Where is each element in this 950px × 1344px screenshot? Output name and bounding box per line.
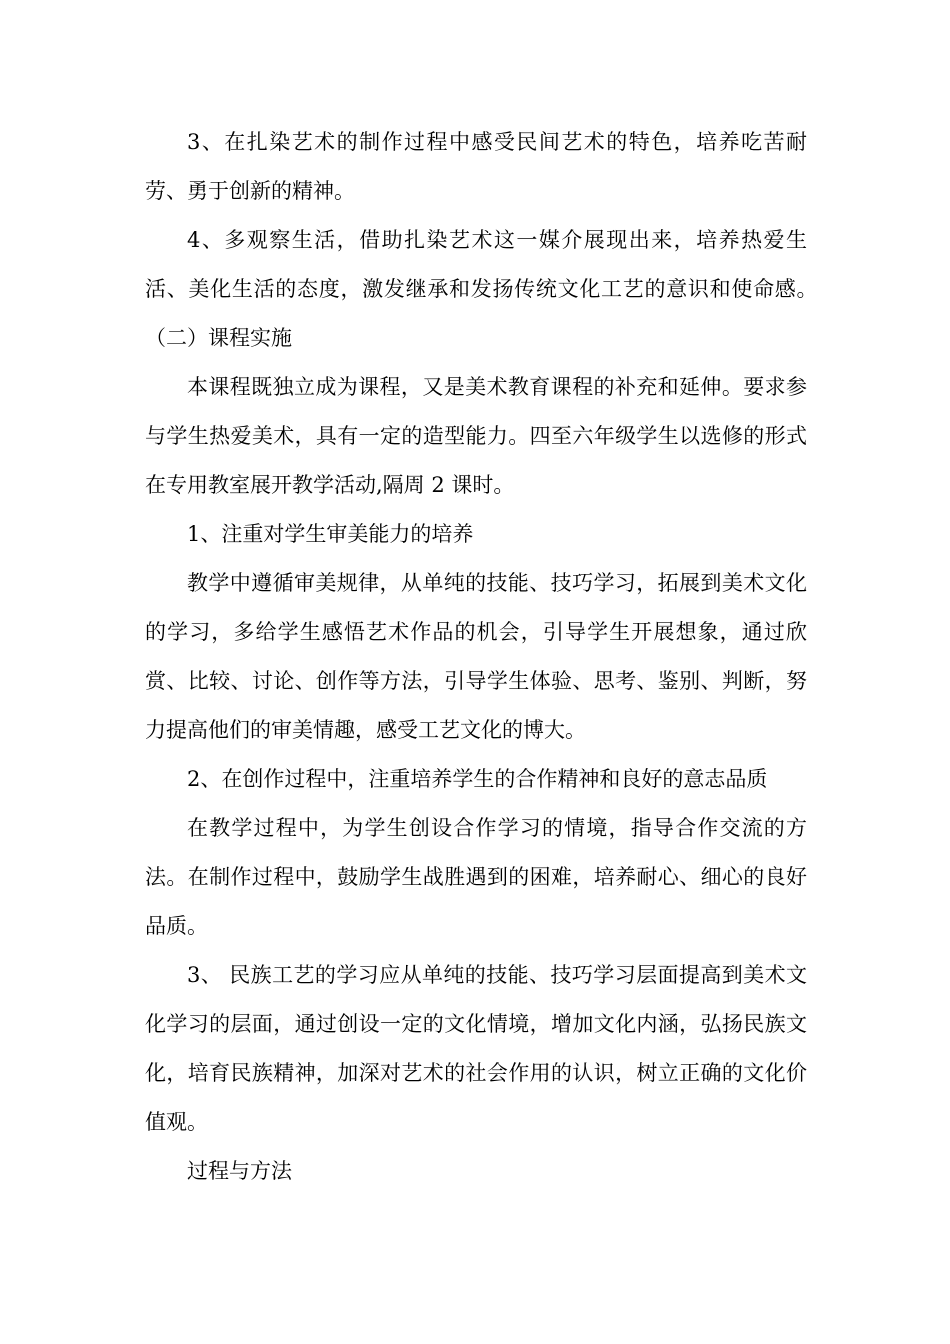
heading-cooperation-spirit: 2、在创作过程中，注重培养学生的合作精神和良好的意志品质 xyxy=(187,767,768,791)
heading-process-and-method: 过程与方法 xyxy=(187,1159,292,1183)
paragraph-implementation-intro: 本课程既独立成为课程，又是美术教育课程的补充和延伸。要求参与学生热爱美术，具有一定的造型能力。四至六年级学生以选修的形式在专用教室展开教学活动,隔周 2 课时。 xyxy=(145,375,807,497)
document-body xyxy=(145,118,828,1196)
paragraph-ethnic-craft: 3、 民族工艺的学习应从单纯的技能、技巧学习层面提高到美术文化学习的层面，通过创设一定的文化情境，增加文化内涵，弘扬民族文化，培育民族精神，加深对艺术的社会作用的认识，树立正确的文化价值观。 xyxy=(145,963,807,1134)
paragraph-aesthetic-ability: 教学中遵循审美规律，从单纯的技能、技巧学习，拓展到美术文化的学习，多给学生感悟艺术作品的机会，引导学生开展想象，通过欣赏、比较、讨论、创作等方法，引导学生体验、思考、鉴别、判断，努力提高他们的审美情趣，感受工艺文化的博大。 xyxy=(145,571,807,742)
paragraph-cooperation-spirit: 在教学过程中，为学生创设合作学习的情境，指导合作交流的方法。在制作过程中，鼓励学生战胜遇到的困难，培养耐心、细心的良好品质。 xyxy=(145,816,807,938)
heading-aesthetic-ability: 1、注重对学生审美能力的培养 xyxy=(187,522,474,546)
paragraph-objective-4: 4、多观察生活，借助扎染艺术这一媒介展现出来，培养热爱生活、美化生活的态度，激发继承和发扬传统文化工艺的意识和使命感。 （二）课程实施 xyxy=(145,228,828,350)
paragraph-objective-3: 3、在扎染艺术的制作过程中感受民间艺术的特色，培养吃苦耐劳、勇于创新的精神。 xyxy=(145,130,807,203)
